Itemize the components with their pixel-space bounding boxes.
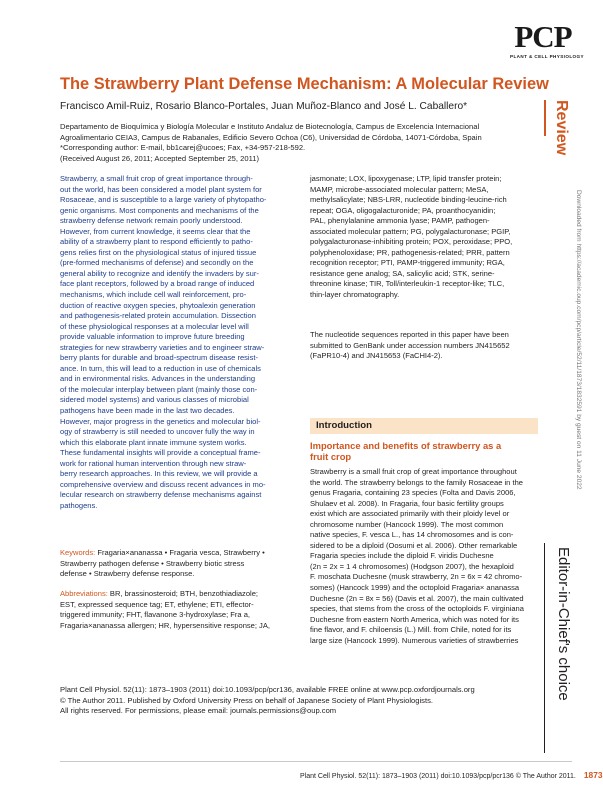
keywords-line: defense • Strawberry defense response.: [60, 569, 195, 579]
body-line: genus Fragaria, containing 23 species (Folta and Davis 2006,: [310, 488, 516, 498]
sequence-note-line: (FaPR10-4) and JN415653 (FaCHI4-2).: [310, 351, 443, 361]
abbreviations-line: associated molecular pattern; PG, polygalacturonase; PGIP,: [310, 226, 511, 236]
abstract-line: genic organisms. Most components and mechanisms of the: [60, 205, 259, 215]
abstract-line: face plant receptors, followed by a broad range of induced: [60, 279, 255, 289]
sequence-note: [310, 330, 538, 362]
abstract-line: general ability to recognize and identify the invaders by sur-: [60, 268, 259, 278]
abbreviations-line: Fragaria×ananassa allergen; HR, hypersensitive response; JA,: [60, 620, 270, 630]
abbreviations-line: recognition receptor; PTI, PAMP-triggered immunity; RGA,: [310, 258, 505, 268]
abstract-line: provide valuable information to improve future breeding: [60, 332, 245, 342]
editor-choice-badge: [544, 543, 573, 753]
subheading-line: fruit crop: [310, 451, 352, 463]
body-line: native species, F. vesca L., has 14 chromosomes and is con-: [310, 530, 514, 540]
body-line: sidered to be a diploid (Oosumi et al. 2006). Other remarkable: [310, 540, 518, 550]
abstract: [60, 174, 296, 512]
body-line: large size (Hancock 1999). Numerous varieties of strawberries: [310, 635, 519, 645]
page-number: 1873: [583, 770, 603, 780]
abstract-line: and pathogenesis-related protein accumulation. Dissection: [60, 311, 256, 321]
body-line: somes) (Hancock 1999) and the octoploid Fragaria× ananassa: [310, 583, 520, 593]
abbreviations-text: BR, brassinosteroid; BTH, benzothiadiazole;: [107, 589, 259, 598]
body-line: Duchesne (2n = 8x = 56) (Davis et al. 2007), the main cultivated: [310, 593, 524, 603]
abbreviations-line: threonine kinase; TIR, Toll/interleukin-1 receptor-like; TLC,: [310, 279, 505, 289]
body-line: Duchesne from eastern North America, which was noted for its: [310, 614, 519, 624]
abstract-line: of these physiological responses at a molecular level will: [60, 321, 249, 331]
editor-choice-text: Editor-in-Chief's choice: [555, 547, 572, 701]
abbreviations-line: [60, 589, 296, 600]
affiliation-line: Departamento de Bioquímica y Biología Molecular e Instituto Andaluz de Biotecnología, Campus de Excelencia Internacional: [60, 122, 480, 131]
abbreviations-heading: Abbreviations:: [60, 589, 108, 598]
affiliation-line: Agroalimentario CEIA3, Campus de Rabanales, Edificio Severo Ochoa (C6), Universidad de Córdoba, 14071-Córdoba, Spain: [60, 132, 482, 142]
abstract-line: Rosaceae, and is susceptible to a large variety of phytopatho-: [60, 195, 267, 205]
introduction-body: [310, 467, 538, 646]
body-line: fine flavor, and F. chiloensis (L.) Mill. from Chile, noted for its: [310, 625, 512, 635]
footer-citation: Plant Cell Physiol. 52(11): 1873–1903 (2011) doi:10.1093/pcp/pcr136 © The Author 2011.: [300, 773, 576, 780]
abbreviations-line: EST, expressed sequence tag; ET, ethylene; ETI, effector-: [60, 599, 254, 609]
citation-line: Plant Cell Physiol. 52(11): 1873–1903 (2011) doi:10.1093/pcp/pcr136, available FREE online at www.pcp.oxfordjournals.org: [60, 685, 475, 694]
abstract-line: and in environmental risks. Advances in the understanding: [60, 374, 256, 384]
download-note-text: Downloaded from https://academic.oup.com/pcp/article/52/11/1873/1832591 by guest on 11 June 2022: [575, 190, 582, 490]
sequence-note-line: The nucleotide sequences reported in this paper have been: [310, 330, 509, 339]
abbreviations-line: thin-layer chromatography.: [310, 290, 400, 300]
affiliation-block: [60, 122, 550, 164]
journal-citation: [60, 685, 475, 717]
abbreviations-line: MAMP, microbe-associated molecular pattern; MeSA,: [310, 184, 489, 194]
keywords-line: Strawberry pathogen defense • Strawberry biotic stress: [60, 558, 245, 568]
abstract-line: ogy of strawberry is still needed to uncover fully the way in: [60, 427, 255, 437]
abstract-line: work for rational human intervention through new straw-: [60, 458, 247, 468]
article-type-label: [548, 100, 578, 180]
body-line: Shulaev et al. 2008). In Fragaria, four basic fertility groups: [310, 498, 504, 508]
keywords-block: [60, 548, 296, 580]
abbreviations-line: PAL, phenylalanine ammonia lyase; PAMP, pathogen-: [310, 216, 490, 226]
body-line: chromosome number (Hancock 1999). The most common: [310, 519, 504, 529]
body-line: Fragaria species include the diploid F. viridis Duchesne: [310, 551, 494, 561]
footer-divider: [60, 761, 572, 762]
abbreviations-line: methylsalicylate; NBS-LRR, nucleotide binding-leucine-rich: [310, 195, 507, 205]
body-line: the world. The strawberry belongs to the family Rosaceae in the: [310, 477, 523, 487]
keywords-heading: Keywords:: [60, 548, 96, 557]
abstract-line: berry plants for durable and broad-spectrum disease resist-: [60, 353, 258, 363]
abstract-line: gens relies first on the physiological status of injured tissue: [60, 247, 257, 257]
keywords-line: [60, 548, 296, 559]
abbreviations-line: jasmonate; LOX, lipoxygenase; LTP, lipid transfer protein;: [310, 174, 502, 183]
abstract-line: strategies for new strawberry varieties and to engineer straw-: [60, 342, 265, 352]
download-note: [572, 190, 584, 590]
author-list: Francisco Amil-Ruiz, Rosario Blanco-Portales, Juan Muñoz-Blanco and José L. Caballero*: [60, 101, 468, 112]
logo-subtitle: PLANT & CELL PHYSIOLOGY: [510, 54, 584, 59]
keywords-text: Fragaria×ananassa • Fragaria vesca, Strawberry •: [95, 548, 265, 557]
abbreviations-block: [60, 589, 296, 631]
body-line: (2n = 2x = 1 4 chromosomes) (Hodgson 2007), the hexaploid: [310, 561, 514, 571]
abstract-line: of the molecular interplay between plant (mainly those con-: [60, 384, 258, 394]
body-line: Strawberry is a small fruit crop of great importance throughout: [310, 467, 517, 476]
body-line: exist which are associated primarily with their ploidy level or: [310, 509, 510, 519]
page-footer: [300, 770, 603, 780]
abbreviations-line: polyphenoloxidase; PR, pathogenesis-related; PRR, pattern: [310, 247, 510, 257]
abstract-line: sidered model systems) and various classes of microbial: [60, 395, 249, 405]
abbreviations-line: triggered immunity; FHT, flavanone 3-hydroxylase; Fra a,: [60, 610, 251, 620]
abstract-line: duction of reactive oxygen species, phytoalexin generation: [60, 300, 256, 310]
copyright-line: © The Author 2011. Published by Oxford University Press on behalf of Japanese Society of Plant Physiologists.: [60, 695, 433, 705]
body-line: species, that stems from the cross of the octoploids F. virginiana: [310, 604, 524, 614]
introduction-heading: Introduction: [316, 420, 372, 431]
abstract-line: ability of a strawberry plant to respond efficiently to patho-: [60, 237, 253, 247]
abstract-line: berry research approaches. In this review, we will provide a: [60, 469, 258, 479]
article-type-text: Review: [553, 100, 570, 156]
abstract-line: out the world, has been considered a model plant system for: [60, 184, 262, 194]
body-line: F. moschata Duchesne (musk strawberry, 2n = 6x = 42 chromo-: [310, 572, 523, 582]
introduction-heading-bar: [310, 418, 538, 434]
abstract-line: (pre-formed mechanisms of defense) and secondly on the: [60, 258, 254, 268]
abstract-line: which this elaborate plant innate immune system works.: [60, 437, 247, 447]
article-title: The Strawberry Plant Defense Mechanism: A Molecular Review: [60, 75, 549, 93]
abbreviations-continued: [310, 174, 538, 301]
abstract-line: pathogens.: [60, 500, 98, 510]
abstract-line: Strawberry, a small fruit crop of great importance through-: [60, 174, 253, 183]
abstract-line: However, major progress in the genetics and molecular biol-: [60, 416, 261, 426]
section-subheading: [310, 440, 538, 463]
logo-text: PCP: [514, 19, 572, 54]
received-dates: (Received August 26, 2011; Accepted September 25, 2011): [60, 153, 259, 163]
abbreviations-line: repeat; OGA, oligogalacturonide; PA, proanthocyanidin;: [310, 205, 496, 215]
abstract-line: ance. In turn, this will lead to a reduction in use of chemicals: [60, 363, 261, 373]
abstract-line: However, from current knowledge, it seems clear that the: [60, 226, 251, 236]
subheading-line: Importance and benefits of strawberry as a: [310, 440, 502, 451]
abstract-line: These fundamental insights will provide a conceptual frame-: [60, 448, 261, 458]
journal-logo: [510, 19, 584, 64]
corresponding-author: *Corresponding author: E-mail, bb1carej@ucoes; Fax, +34-957-218-592.: [60, 143, 306, 153]
abstract-line: strawberry defense network remain poorly understood.: [60, 216, 243, 226]
abbreviations-line: polygalacturonase-inhibiting protein; POX, peroxidase; PPO,: [310, 237, 513, 247]
abbreviations-line: resistance gene analog; SA, salicylic acid; STK, serine-: [310, 268, 495, 278]
abstract-line: comprehensive overview and discuss recent advances in mo-: [60, 479, 266, 489]
abstract-line: mechanisms, which include cell wall reinforcement, pro-: [60, 290, 247, 300]
abstract-line: pathogens have been made in the last two decades.: [60, 406, 235, 416]
abstract-line: lecular research on strawberry defense mechanisms against: [60, 490, 262, 500]
sequence-note-line: submitted to GenBank under accession numbers JN415652: [310, 340, 510, 350]
permissions-line: All rights reserved. For permissions, please email: journals.permissions@oup.com: [60, 706, 337, 716]
